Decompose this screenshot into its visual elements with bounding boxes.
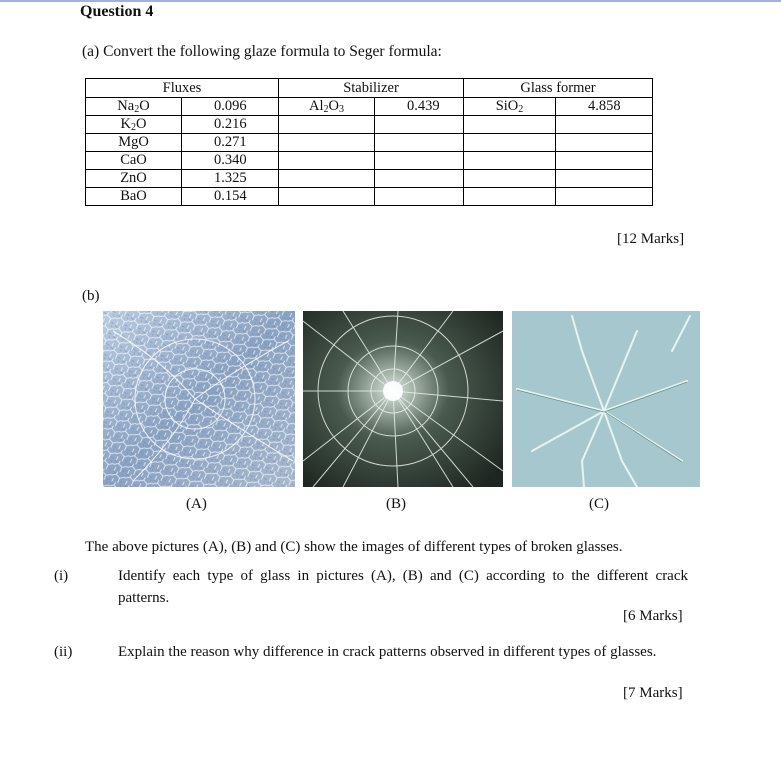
part-a-prompt: (a) Convert the following glaze formula to Seger formula: <box>82 43 442 60</box>
empty-cell <box>464 170 556 188</box>
flux-oxide: $Na_2O$ <box>86 98 182 116</box>
glaze-formula-table <box>85 78 653 206</box>
item-number: (i) <box>54 568 69 584</box>
empty-cell <box>375 188 464 206</box>
caption-c: (C) <box>589 496 609 512</box>
table-header-row <box>86 79 653 98</box>
table-row <box>86 188 653 206</box>
table-row <box>86 98 653 116</box>
stabilizer-oxide: $Al_2O_3$ <box>279 98 375 116</box>
question-item-i <box>54 565 688 609</box>
part-b-description: The above pictures (A), (B) and (C) show the images of different types of broken glasses. <box>85 539 623 555</box>
empty-cell <box>556 134 653 152</box>
flux-value: 0.096 <box>182 98 279 116</box>
flux-oxide: MgO <box>86 134 182 152</box>
item-text: Identify each type of glass in pictures (A), (B) and (C) according to the different crack patterns. <box>118 568 688 606</box>
fluxes-header: Fluxes <box>86 79 279 98</box>
item-i-marks: [6 Marks] <box>623 608 683 624</box>
empty-cell <box>375 152 464 170</box>
empty-cell <box>375 170 464 188</box>
item-text: Explain the reason why difference in crack patterns observed in different types of glasses. <box>118 644 657 660</box>
flux-oxide: CaO <box>86 152 182 170</box>
glass-former-oxide: SiO$_2$ <box>464 98 556 116</box>
part-a-marks: [12 Marks] <box>617 231 685 247</box>
stabilizer-value: 0.439 <box>375 98 464 116</box>
caption-b: (B) <box>386 496 406 512</box>
empty-cell <box>279 188 375 206</box>
empty-cell <box>556 188 653 206</box>
flux-value: 0.216 <box>182 116 279 134</box>
laminated-glass-image <box>512 311 700 487</box>
empty-cell <box>556 170 653 188</box>
item-number: (ii) <box>54 644 73 660</box>
question-title: Question 4 <box>80 3 154 20</box>
stabilizer-header: Stabilizer <box>279 79 464 98</box>
empty-cell <box>464 116 556 134</box>
flux-value: 0.271 <box>182 134 279 152</box>
empty-cell <box>556 152 653 170</box>
part-b-label: (b) <box>82 288 100 304</box>
empty-cell <box>279 116 375 134</box>
empty-cell <box>556 116 653 134</box>
empty-cell <box>464 188 556 206</box>
table-row <box>86 116 653 134</box>
table-row <box>86 134 653 152</box>
annealed-glass-image <box>303 311 503 487</box>
flux-value: 0.340 <box>182 152 279 170</box>
flux-value: 1.325 <box>182 170 279 188</box>
caption-a: (A) <box>186 496 207 512</box>
empty-cell <box>464 152 556 170</box>
empty-cell <box>375 134 464 152</box>
flux-oxide: $K_2O$ <box>86 116 182 134</box>
flux-value: 0.154 <box>182 188 279 206</box>
empty-cell <box>375 116 464 134</box>
empty-cell <box>279 134 375 152</box>
page-top-border <box>0 0 781 2</box>
empty-cell <box>279 152 375 170</box>
flux-oxide: BaO <box>86 188 182 206</box>
glass-former-header: Glass former <box>464 79 653 98</box>
empty-cell <box>279 170 375 188</box>
table-row <box>86 152 653 170</box>
empty-cell <box>464 134 556 152</box>
question-item-ii <box>54 641 688 663</box>
tempered-glass-image <box>103 311 295 487</box>
flux-oxide: ZnO <box>86 170 182 188</box>
item-ii-marks: [7 Marks] <box>623 685 683 701</box>
glass-former-value: 4.858 <box>556 98 653 116</box>
table-row <box>86 170 653 188</box>
